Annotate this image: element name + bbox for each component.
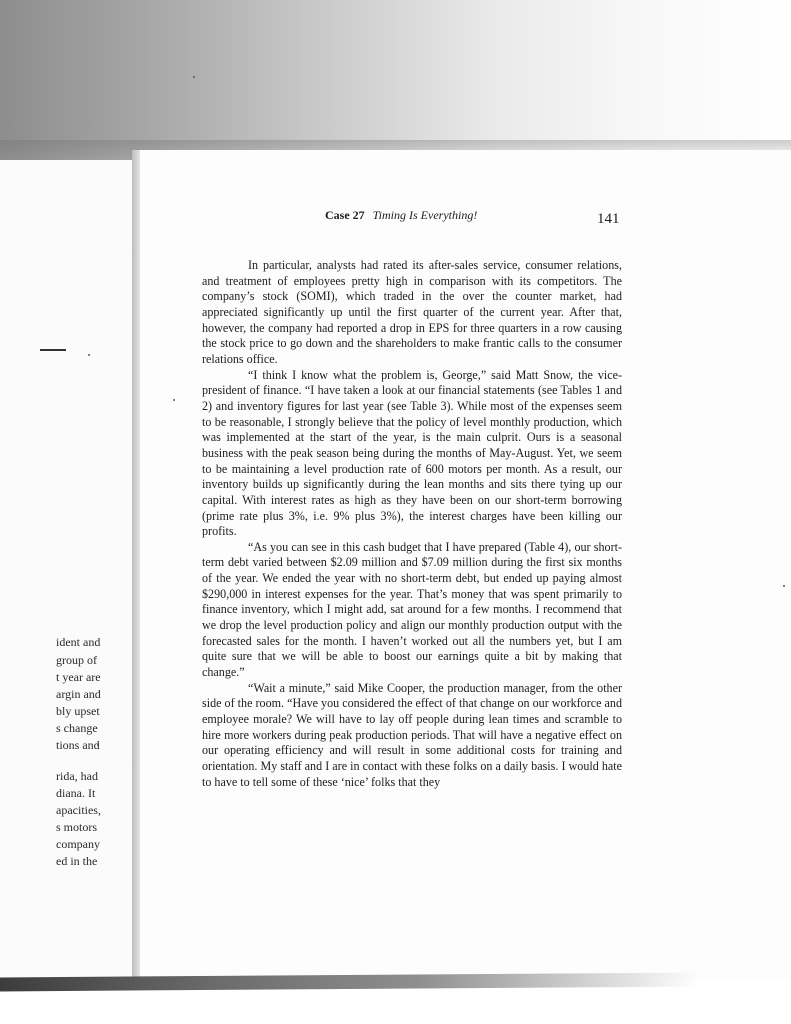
left-page-fragment: s motors — [56, 820, 98, 834]
case-title: Timing Is Everything! — [372, 208, 478, 222]
left-page-fragment: ed in the — [56, 854, 98, 868]
paragraph: “As you can see in this cash budget that I have prepared (Table 4), our short-term debt varied between $2.09 million and $7.09 million during the first six months of the year. We ended the year with no short-term debt, but ended up paying almost $290,000 in interest expenses for the year. That’s money that was spent primarily to finance inventory, which I might add, sat around for a few months. I recommend that we drop the level production policy and align our monthly production output with the forecasted sales for the month. I haven’t worked out all the numbers yet, but I am quite sure that we will be able to boost our earnings quite a bit by making that change.” — [202, 539, 622, 680]
scan-speck — [193, 76, 195, 78]
case-label: Case 27 — [325, 208, 365, 222]
body-text — [202, 258, 622, 790]
left-page-fragment: tions and — [56, 738, 100, 752]
scanner-shadow-top — [0, 0, 791, 160]
left-page-fragment: s change — [56, 721, 98, 735]
left-page-fragment: company — [56, 837, 100, 851]
scan-speck — [88, 354, 90, 356]
margin-mark — [40, 349, 66, 351]
scan-speck — [173, 399, 175, 401]
left-page-fragment: ident and — [56, 635, 101, 649]
left-page-fragment: rida, had — [56, 769, 98, 783]
left-page-fragment: bly upset — [56, 704, 100, 718]
left-page-fragment: diana. It — [56, 786, 96, 800]
left-page-fragment: apacities, — [56, 803, 101, 817]
scan-speck — [783, 585, 785, 587]
paragraph: In particular, analysts had rated its after-sales service, consumer relations, and treatment of employees pretty high in comparison with its competitors. The company’s stock (SOMI), which traded in the over the counter market, had appreciated significantly up until the first quarter of the current year. After that, however, the company had reported a drop in EPS for three quarters in a row causing the stock price to go down and the shareholders to make frantic calls to the consumer relations office. — [202, 258, 622, 366]
left-page-fragment: t year are — [56, 670, 101, 684]
page-number: 141 — [597, 211, 620, 227]
left-page-fragment: group of — [56, 653, 97, 667]
left-page-fragment: argin and — [56, 687, 101, 701]
running-head — [325, 208, 477, 223]
paragraph: “Wait a minute,” said Mike Cooper, the production manager, from the other side of the room. “Have you considered the effect of that change on our workforce and employee morale? We will have to lay off people during lean times and scramble to hire more workers during peak production periods. That will have a negative effect on our operating efficiency and will result in some additional costs for training and orientation. My staff and I are in contact with these folks on a daily basis. I would hate to have to tell some of these ‘nice’ folks that they — [202, 680, 622, 789]
paragraph: “I think I know what the problem is, George,” said Matt Snow, the vice-president of finance. “I have taken a look at our financial statements (see Tables 1 and 2) and inventory figures for last year (see Table 3). While most of the expenses seem to be reasonable, I strongly believe that the policy of level monthly production, which was implemented at the start of the year, is the main culprit. Ours is a seasonal business with the peak season being during the months of May-August. Yet, we seem to be maintaining a level production rate of 600 motors per month. As a result, our inventory builds up significantly during the lean months and sits there tying up our capital. With interest rates as high as they have been on our short-term borrowing (prime rate plus 3%, i.e. 9% plus 3%), the interest charges have been killing our profits. — [202, 367, 622, 539]
